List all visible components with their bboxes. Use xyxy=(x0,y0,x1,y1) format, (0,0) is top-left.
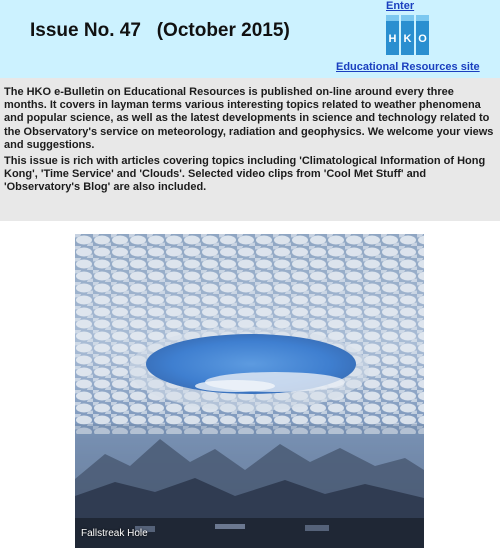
issue-title: Issue No. 47 (October 2015) xyxy=(30,20,290,41)
issue-summary-paragraph: This issue is rich with articles covering topics including 'Climatological Information of Hong Kong', 'Time Service' and 'Clouds'. Selected video clips from 'Cool Met Stuff' and 'Observatory's Blog' are also included. xyxy=(4,155,486,194)
feature-photo[interactable] xyxy=(75,234,424,548)
intro-panel xyxy=(0,78,500,221)
intro-paragraph: The HKO e-Bulletin on Educational Resources is published on-line around every three months. It covers in layman terms various interesting topics related to weather phenomena and popular science, as well as the latest developments in science and technology related to the Observatory's service on meteorology, radiation and geophysics. We welcome your views and suggestions. xyxy=(4,86,494,151)
logo-letter-o: O xyxy=(418,33,427,45)
logo-letter-h: H xyxy=(388,33,397,45)
enter-link[interactable]: Enter xyxy=(386,0,415,12)
educational-resources-site-link[interactable]: Educational Resources site xyxy=(336,61,480,73)
photo-caption: Fallstreak Hole xyxy=(81,528,148,539)
fallstreak-hole-photo xyxy=(75,234,424,548)
logo-letter-k: K xyxy=(403,33,412,45)
issue-header xyxy=(0,0,500,78)
hko-logo-icon[interactable] xyxy=(386,14,430,58)
